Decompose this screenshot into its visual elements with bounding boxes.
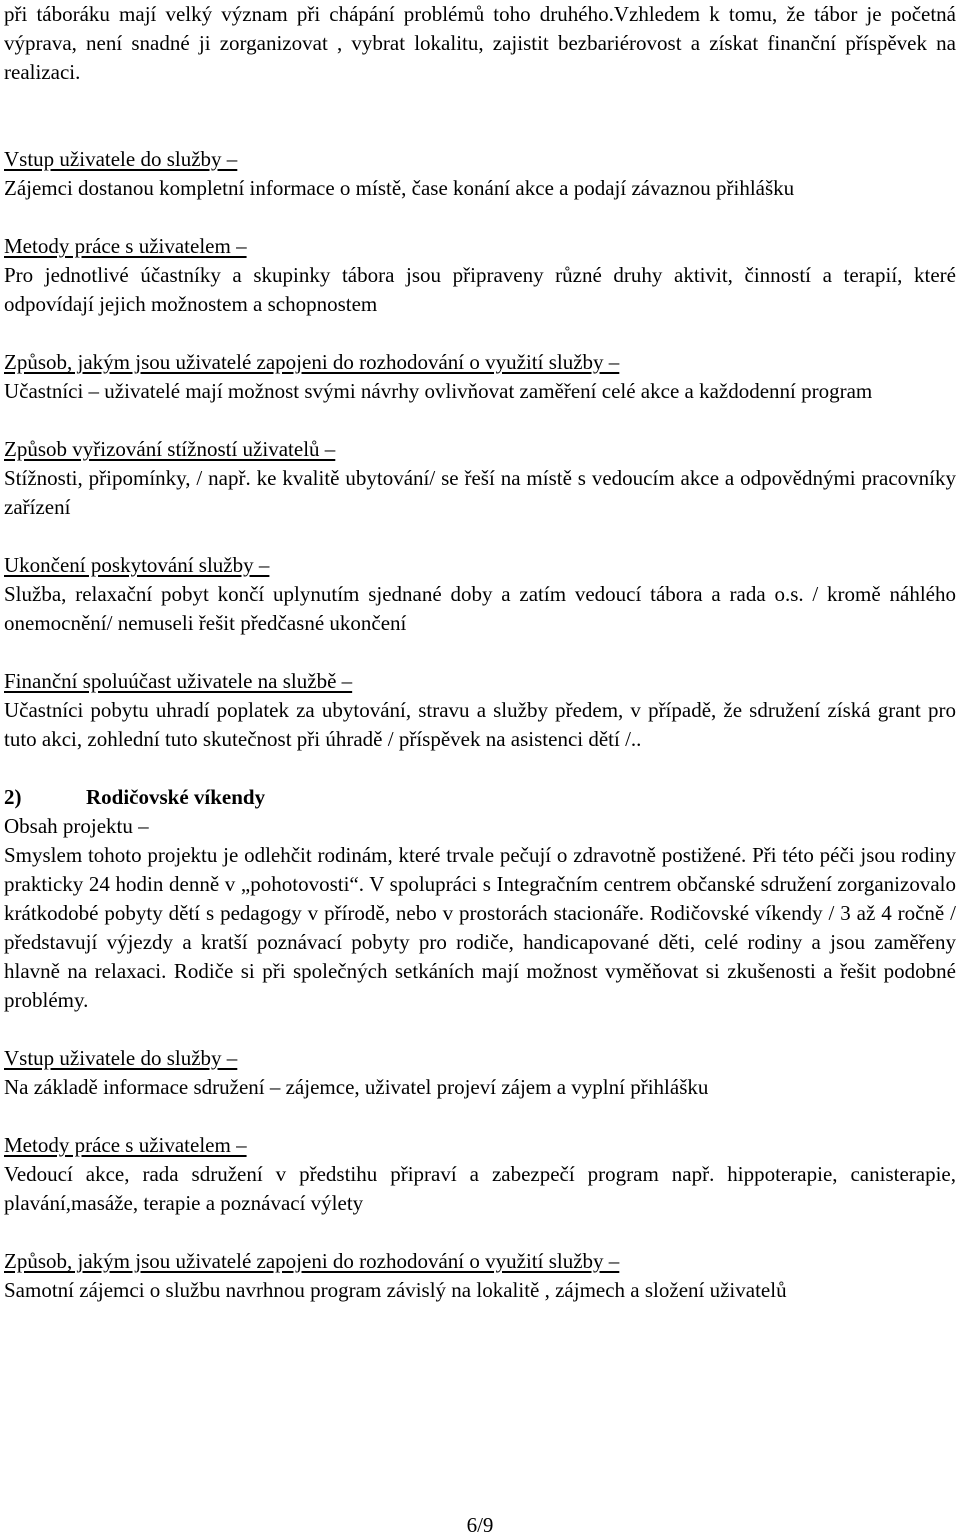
entry-text: Zájemci dostanou kompletní informace o místě, čase konání akce a podají závaznou přihlášku: [4, 176, 795, 200]
involvement-text: Samotní zájemci o službu navrhnou program závislý na lokalitě , zájmech a složení uživatelů: [4, 1278, 787, 1302]
section-financial: [4, 667, 956, 754]
entry-heading: Vstup uživatele do služby –: [4, 147, 238, 171]
section-2-involvement: [4, 1247, 956, 1305]
section-complaints: [4, 435, 956, 522]
spacer: [4, 754, 956, 783]
involvement-text: Učastníci – uživatelé mají možnost svými návrhy ovlivňovat zaměření celé akce a každodenní program: [4, 379, 873, 403]
section-methods: [4, 232, 956, 319]
section-2-title: [4, 783, 956, 812]
spacer: [4, 87, 956, 145]
entry-text: Na základě informace sdružení – zájemce, uživatel projeví zájem a vyplní přihlášku: [4, 1075, 709, 1099]
project-content-heading: Obsah projektu –: [4, 814, 149, 838]
complaints-heading: Způsob vyřizování stížností uživatelů –: [4, 437, 336, 461]
section-2-entry: [4, 1044, 956, 1102]
section-entry: [4, 145, 956, 203]
involvement-heading: Způsob, jakým jsou uživatelé zapojeni do rozhodování o využití služby –: [4, 350, 620, 374]
section-involvement: [4, 348, 956, 406]
spacer: [4, 406, 956, 435]
page-number: 6/9: [466, 1513, 494, 1537]
intro-paragraph: při táboráku mají velký význam při chápání problémů toho druhého.Vzhledem k tomu, že tábor je početná výprava, není snadné ji zorganizovat , vybrat lokalitu, zajistit bezbariérovost a získat finanční příspěvek na realizaci.: [4, 2, 956, 84]
spacer: [4, 522, 956, 551]
methods-text: Vedoucí akce, rada sdružení v předstihu připraví a zabezpečí program např. hippoterapie, canisterapie, plavání,masáže, terapie a poznávací výlety: [4, 1162, 956, 1215]
methods-text: Pro jednotlivé účastníky a skupinky tábora jsou připraveny různé druhy aktivit, činností a terapií, které odpovídají jejich možnostem a schopnostem: [4, 263, 956, 316]
methods-heading: Metody práce s uživatelem –: [4, 234, 247, 258]
entry-heading: Vstup uživatele do služby –: [4, 1046, 238, 1070]
project-content-text: Smyslem tohoto projektu je odlehčit rodinám, které trvale pečují o zdravotně postižené. Při této péči jsou rodiny prakticky 24 hodin denně v „pohotovosti“. V spolupráci s Integračním centrem občanské sdružení zorganizovalo krátkodobé pobyty dětí s pedagogy v přírodě, nebo v prostorách stacionáře. Rodičovské víkendy / 3 až 4 ročně / představují výjezdy a kratší poznávací pobyty pro rodiče, handicapované děti, celé rodiny a jsou zaměřeny hlavně na relaxaci. Rodiče si při společných setkáních mají možnost vyměňovat si zkušenosti a řešit podobné problémy.: [4, 843, 956, 1012]
section-project-content: [4, 812, 956, 1015]
spacer: [4, 1102, 956, 1131]
involvement-heading: Způsob, jakým jsou uživatelé zapojeni do rozhodování o využití služby –: [4, 1249, 620, 1273]
financial-text: Učastníci pobytu uhradí poplatek za ubytování, stravu a služby předem, v případě, že sdružení získá grant pro tuto akci, zohlední tuto skutečnost při úhradě / příspěvek na asistenci dětí /..: [4, 698, 956, 751]
section-number: 2): [4, 785, 22, 809]
spacer: [4, 1218, 956, 1247]
document-page: [4, 0, 956, 1305]
complaints-text: Stížnosti, připomínky, / např. ke kvalitě ubytování/ se řeší na místě s vedoucím akce a odpovědnými pracovníky zařízení: [4, 466, 956, 519]
section-title: Rodičovské víkendy: [86, 785, 266, 809]
financial-heading: Finanční spoluúčast uživatele na službě –: [4, 669, 353, 693]
spacer: [4, 638, 956, 667]
section-termination: [4, 551, 956, 638]
spacer: [4, 1015, 956, 1044]
section-2-methods: [4, 1131, 956, 1218]
termination-heading: Ukončení poskytování služby –: [4, 553, 270, 577]
spacer: [4, 319, 956, 348]
spacer: [4, 203, 956, 232]
termination-text: Služba, relaxační pobyt končí uplynutím sjednané doby a zatím vedoucí tábora a rada o.s. / kromě náhlého onemocnění/ nemuseli řešit předčasné ukončení: [4, 582, 956, 635]
methods-heading: Metody práce s uživatelem –: [4, 1133, 247, 1157]
